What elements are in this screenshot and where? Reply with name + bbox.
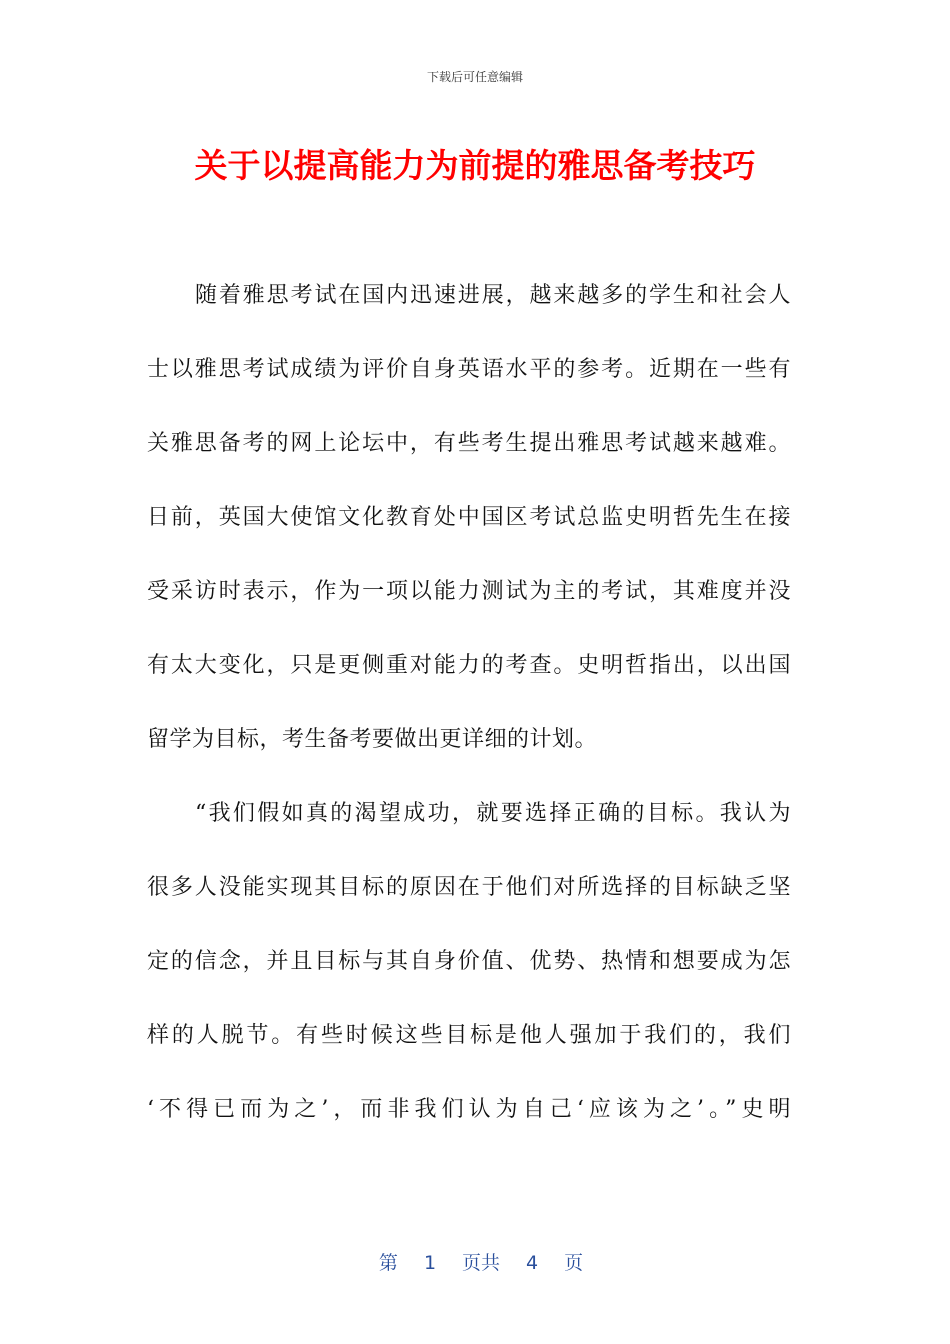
text-line: 随着雅思考试在国内迅速进展，越来越多的学生和社会人 [195, 283, 791, 308]
text-line: ‘不得已而为之’，而非我们认为自己‘应该为之’。”史明 [147, 1097, 791, 1122]
text-line: 有太大变化，只是更侧重对能力的考查。史明哲指出，以出国 [147, 653, 791, 678]
page-footer [0, 1226, 950, 1275]
document-body [147, 276, 791, 1164]
text-line: 样的人脱节。有些时候这些目标是他人强加于我们的，我们 [147, 1023, 791, 1048]
text-line: 留学为目标，考生备考要做出更详细的计划。 [147, 727, 598, 752]
text-line: 定的信念，并且目标与其自身价值、优势、热情和想要成为怎 [147, 949, 791, 974]
text-line: 关雅思备考的网上论坛中，有些考生提出雅思考试越来越难。 [147, 431, 791, 456]
document-title: 关于以提高能力为前提的雅思备考技巧 [194, 146, 756, 185]
text-line: 很多人没能实现其目标的原因在于他们对所选择的目标缺乏坚 [147, 875, 791, 900]
header-note: 下载后可任意编辑 [426, 70, 523, 84]
current-page-number: 1 [423, 1252, 437, 1274]
footer-middle: 页共 [462, 1252, 501, 1274]
footer-suffix: 页 [564, 1252, 584, 1274]
text-line: 受采访时表示，作为一项以能力测试为主的考试，其难度并没 [147, 579, 791, 604]
text-line: “我们假如真的渴望成功，就要选择正确的目标。我认为 [195, 801, 791, 826]
text-line: 日前，英国大使馆文化教育处中国区考试总监史明哲先生在接 [147, 505, 791, 530]
text-line: 士以雅思考试成绩为评价自身英语水平的参考。近期在一些有 [147, 357, 791, 382]
footer-prefix: 第 [378, 1252, 398, 1274]
total-pages-number: 4 [526, 1252, 539, 1274]
